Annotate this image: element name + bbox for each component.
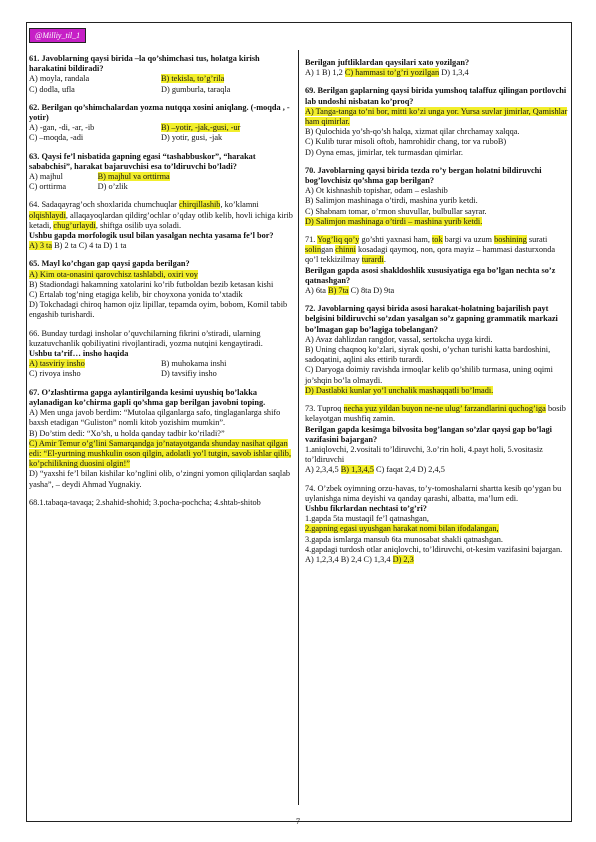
question-62 — [29, 103, 293, 144]
question-74 — [305, 484, 569, 566]
column-divider — [298, 50, 299, 805]
question-text: 73. Tuproq necha yuz yildan buyon ne-ne ulug’ farzandlarini quchog’iga bosib kelayotgan mushfiq zamin. — [305, 404, 566, 424]
question-title: Berilgan gapda kesimga bilvosita bog’langan so’zlar qaysi gap bo’lagi vazifasini bajargan? — [305, 424, 552, 444]
right-column — [305, 58, 569, 573]
question-61 — [29, 54, 293, 95]
question-65 — [29, 259, 293, 320]
statement-4: 4.gapdagi turdosh otlar aniqlovchi, to’ldiruvchi, ot-kesim vazifasini bajargan. — [305, 544, 563, 554]
option-d: D) tavsifiy insho — [161, 369, 217, 379]
question-title: Berilgan juftliklardan qaysilari xato yozilgan? — [305, 58, 470, 67]
question-text: 68.1.tabaqa-tavaqa; 2.shahid-shohid; 3.pocha-pochcha; 4.shtab-shitob — [29, 497, 261, 507]
options: A) 1 B) 1,2 C) hammasi to’g’ri yozilgan D) 1,3,4 — [305, 68, 469, 78]
statement-3: 3.gapda ismlarga mansub 6ta munosabat shakli qatnashgan. — [305, 534, 504, 544]
question-text: 71. Yog’liq qo’y go’shti yaxnasi ham, tok bargi va uzum boshining surati solingan chinni kosadagi qaymoq, non, qora mayiz – hammasi dasturxonda qo’l tekkizilmay turardi. — [305, 235, 556, 265]
question-text: 66. Bunday turdagi insholar o’quvchilarning fikrini o’stiradi, ularning kuzatuvchanlik qobiliyatini rivojlantiradi, yozma nutqini kengaytiradi. — [29, 328, 263, 348]
option-d: D) yotir, gusi, -jak — [161, 133, 223, 143]
option-d: D) Tokchadagi chiroq hamon ojiz lipillar, tepamda oyim, bobom, Komil tabib engashib turishardi. — [29, 300, 288, 320]
option-b: B) Uning chaqnoq ko’zlari, siyrak qoshi, o’ychan turishi katta bardoshini, sadoqatini, aqlini aks ettirib turardi. — [305, 345, 551, 365]
option-b: B) majhul va orttirma — [97, 172, 170, 182]
option-a: A) Avaz dahlizdan rangdor, vassal, sertokcha uyga kirdi. — [305, 334, 493, 344]
item-list: 1.aniqlovchi, 2.vositali to’ldiruvchi, 3.o’rin holi, 4.payt holi, 5.vositasiz to’ldiruvchi — [305, 444, 543, 465]
statement-1: 1.gapda 5ta mustaqil fe’l qatnashgan, — [305, 514, 429, 524]
option-b: B) Do’stim dedi: “Xo’sh, u holda qanday tadbir ko’riladi?” — [29, 428, 225, 438]
channel-badge: @Milliy_til_1 — [29, 28, 86, 43]
question-text: 64. Sadaqayrag’och shoxlarida chumchuqlar chirqillashib, ko’klamni olqishlaydi, allaqayoqlardan qildirg’ochlar o’qday otlib kelib, hovli ichiga kirib ketadi, chug’urlaydi, shiftga osilib uya soladi. — [29, 200, 293, 230]
question-title: Ushbu ta’rif… insho haqida — [29, 349, 129, 359]
option-a: A) Tanga-tanga to’ni bor, mitti ko’zi unga yor. Yursa suvlar jimirlar, Qamishlar ham qimirlar. — [305, 106, 568, 127]
option-c: C) Daryoga doimiy ravishda irmoqlar kelib qo’shilib turmasa, uning oqimi jo’shqin bo’la olmaydi. — [305, 365, 553, 385]
option-c: C) Shabnam tomar, o’rmon shuvullar, bulbullar sayrar. — [305, 206, 487, 216]
option-a: A) moyla, randala — [29, 74, 90, 84]
question-71 — [305, 235, 569, 296]
question-72 — [305, 304, 569, 396]
option-b: B) muhokama inshi — [161, 359, 227, 369]
statement-2: 2.gapning egasi uyushgan harakat nomi bilan ifodalangan, — [305, 524, 499, 534]
option-b: B) –yotir, -jak,-gusi, -ur — [161, 123, 241, 133]
option-c: C) orttirma — [29, 182, 67, 192]
option-d: D) 2,3 — [392, 554, 414, 564]
question-title: 70. Javoblarning qaysi birida tezda ro’y bergan holatni bildiruvchi bog’lovchisiz qo’shma gap berilgan? — [305, 165, 542, 186]
option-a: A) tasviriy insho — [29, 359, 85, 369]
question-title: Berilgan gapda asosi shakldoshlik xususiyatiga ega bo’lgan nechta so’z qatnashgan? — [305, 265, 556, 285]
question-title: Ushbu fikrlardan nechtasi to’g’ri? — [305, 503, 427, 513]
option-c: C) hammasi to’g’ri yozilgan — [344, 68, 440, 78]
question-title: 61. Javoblarning qaysi birida –la qo’shimchasi tus, holatga kirish harakatini bildiradi? — [29, 54, 260, 74]
question-title: Ushbu gapda morfologik usul bilan yasalgan nechta yasama fe’l bor? — [29, 231, 274, 241]
question-66 — [29, 329, 293, 380]
option-d: D) Salimjon mashinaga o’tirdi – mashina yurib ketdi. — [305, 216, 483, 226]
option-d: D) “yaxshi fe’l bilan kishilar ko’nglini olib, o’zingni yomon qiliqlardan saqlab yasha”, – deydi Ahmad Yugnakiy. — [29, 469, 291, 489]
question-title: 69. Berilgan gaplarning qaysi birida yumshoq talaffuz qilingan portlovchi lab undoshi nisbatan ko’proq? — [305, 86, 567, 106]
options: A) 2,3,4,5 B) 1,3,4,5 C) faqat 2,4 D) 2,4,5 — [305, 465, 445, 475]
question-68-continued — [305, 58, 569, 78]
question-63 — [29, 152, 293, 193]
option-b: B) tekisla, to’g’rila — [161, 74, 225, 84]
option-d: D) o’zlik — [97, 182, 128, 192]
question-68 — [29, 498, 293, 508]
option-b: B) Qulochida yo’sh-qo’sh halqa, xizmat qilar chrchamay xalqqa. — [305, 127, 520, 137]
option-c: C) Ertalab tog’ning etagiga kelib, bir choyxona yonida to’xtadik — [29, 290, 243, 300]
options: A) 1,2,3,4 B) 2,4 C) 1,3,4 D) 2,3 — [305, 554, 414, 564]
question-title: 63. Qaysi fe’l nisbatida gapning egasi “tashabbuskor”, “harakat sababchisi”, harakat bajaruvchisi esa to’ldiruvchi bo’ladi? — [29, 151, 256, 171]
question-64 — [29, 200, 293, 251]
question-title: 67. O’zlashtirma gapga aylantirilganda kesimi uyushiq bo’lakka aylanadigan ko’chirma gapli qo’shma gap berilgan javobni toping. — [29, 387, 266, 407]
question-title: 62. Berilgan qo’shimchalardan yozma nutqqa xosini aniqlang. (-moqda , -yotir) — [29, 102, 290, 123]
options: A) 6ta B) 7ta C) 8ta D) 9ta — [305, 286, 395, 296]
page-number: 7 — [295, 816, 301, 826]
option-b: B) Salimjon mashinaga o’tirdi, mashina yurib ketdi. — [305, 196, 478, 206]
option-a: A) 3 ta — [29, 241, 53, 251]
question-69 — [305, 86, 569, 157]
option-a: A) Ot kishnashib topishar, odam – eslashib — [305, 186, 448, 196]
option-c: C) dodla, ufla — [29, 84, 75, 94]
option-b: B) 7ta — [328, 286, 349, 296]
option-c: C) Kulib turar misoli oftob, hamrohidir chang, tor va ruboB) — [305, 137, 507, 147]
option-c: C) –moqda, -adi — [29, 133, 84, 143]
option-a: A) majhul — [29, 172, 63, 182]
option-b: B) Stadiondagi hakamning xatolarini ko’rib futboldan bezib ketasan kishi — [29, 279, 274, 289]
option-c: C) Amir Temur o’g’lini Samarqandga jo’natayotganda shunday nasihat qilgan edi: “El-yurtning mushkulin oson qilgin, adolatli yo’l tutgin, savob ishlar qilib, ko’pchilikning duosini olgin!” — [29, 438, 292, 469]
question-73 — [305, 404, 569, 475]
option-d: D) gumburla, taraqla — [161, 84, 231, 94]
left-column — [29, 54, 293, 516]
option-d: D) Dastlabki kunlar yo’l unchalik mashaqqatli bo’lmadi. — [305, 385, 494, 395]
option-c: C) rivoya insho — [29, 369, 81, 379]
option-a: A) Men unga javob berdim: “Mutolaa qilganlarga safo, tinglaganlarga shifo baxsh etadigan “Guliston” nomli kitob yozishim mumkin”. — [29, 408, 281, 428]
option-d: D) Oyna emas, jimirlar, tek turmasdan qimirlar. — [305, 147, 463, 157]
options: A) 3 ta B) 2 ta C) 4 ta D) 1 ta — [29, 241, 127, 251]
option-a: A) Kim ota-onasini qarovchisz tashlabdi, oxiri voy — [29, 269, 198, 279]
question-title: 65. Mayl ko’chgan gap qaysi gapda berilgan? — [29, 259, 190, 269]
option-b: B) 1,3,4,5 — [340, 465, 374, 475]
option-a: A) -gan, -di, -ar, -ib — [29, 123, 95, 133]
question-title: 72. Javoblarning qaysi birida asosi harakat-holatning bajarilish payt belgisini bildiruvchi so’zdan yasalgan so’z gapning grammatik markazi bo’lmagan gap bo’lagiga tobelangan? — [305, 304, 558, 334]
question-70 — [305, 166, 569, 227]
question-67 — [29, 388, 293, 490]
question-text: 74. O’zbek oyimning orzu-havas, to’y-tomoshalarni shartta kesib qo’ygan bu uylanishga nima deyishi va qanday qarashi, albatta, ma’lum edi. — [305, 483, 562, 503]
